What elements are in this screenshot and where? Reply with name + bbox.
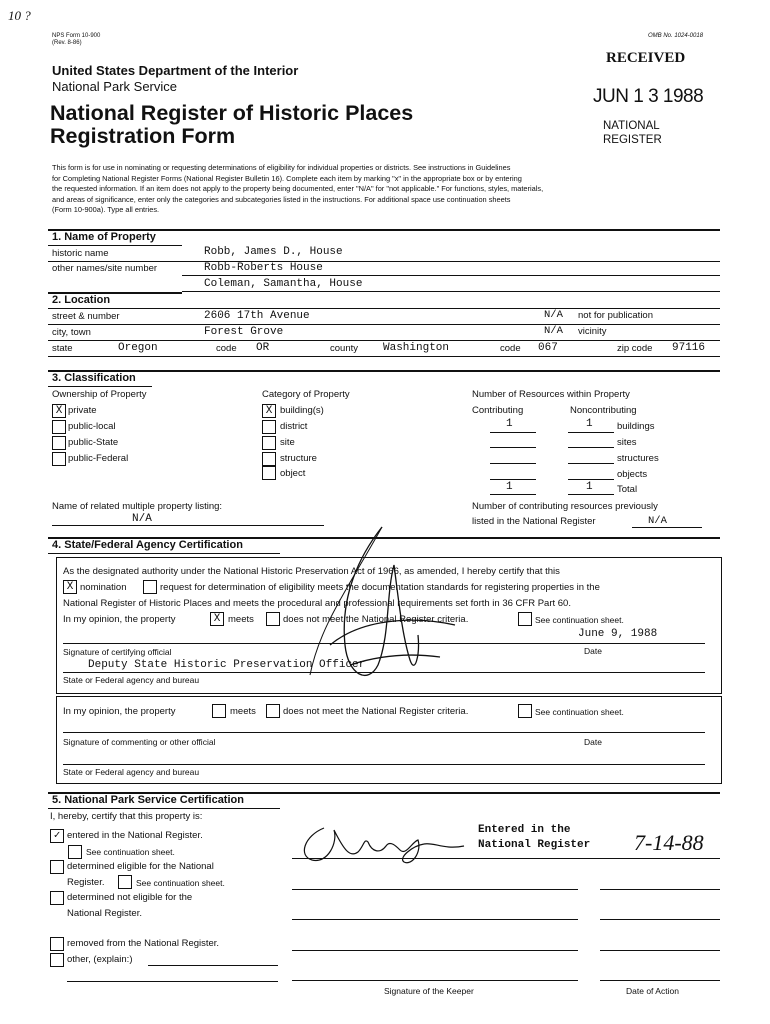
noncontributing-label: Noncontributing [570, 405, 637, 416]
category-structure-label: structure [280, 453, 317, 464]
sites-label: sites [617, 437, 637, 448]
ownership-private-checkbox[interactable]: X [52, 404, 66, 418]
meets2-checkbox[interactable] [212, 704, 226, 718]
meets-checkbox[interactable]: X [210, 612, 224, 626]
received-date-stamp: JUN 1 3 1988 [593, 86, 704, 107]
underline [490, 463, 536, 464]
continuation-checkbox[interactable] [518, 612, 532, 626]
underline [568, 479, 614, 480]
street-value[interactable]: 2606 17th Avenue [204, 310, 310, 322]
opinion2-label: In my opinion, the property [63, 706, 176, 717]
divider [48, 553, 280, 554]
divider [48, 324, 720, 325]
historic-name-label: historic name [52, 248, 109, 259]
multiple-listing-value[interactable]: N/A [132, 513, 152, 525]
determined-not-eligible-label-2: National Register. [67, 908, 142, 919]
section-5-heading: 5. National Park Service Certification [52, 794, 244, 806]
nomination-label: nomination [80, 582, 127, 593]
objects-label: objects [617, 469, 648, 480]
category-title: Category of Property [262, 389, 350, 400]
zip-label: zip code [617, 343, 653, 354]
county-value[interactable]: Washington [383, 342, 450, 354]
agency2-label: State or Federal agency and bureau [63, 767, 200, 777]
vicinity-label: vicinity [578, 326, 607, 337]
category-site-label: site [280, 437, 295, 448]
nomination-checkbox[interactable]: X [63, 580, 77, 594]
underline [490, 447, 536, 448]
county-label: county [330, 343, 358, 354]
department-name: United States Department of the Interior [52, 63, 299, 78]
opinion-label: In my opinion, the property [63, 614, 176, 625]
agency-label: State or Federal agency and bureau [63, 675, 200, 685]
category-district-checkbox[interactable] [262, 420, 276, 434]
buildings-label: buildings [617, 421, 655, 432]
form-revision: (Rev. 8-86) [52, 40, 82, 46]
underline [568, 447, 614, 448]
ownership-public-federal-checkbox[interactable] [52, 452, 66, 466]
agency-value[interactable]: Deputy State Historic Preservation Officer [88, 659, 366, 671]
does-not-meet-label: does not meet the National Register criteria. [283, 614, 469, 625]
street-label: street & number [52, 311, 120, 322]
eligible-continuation-checkbox[interactable] [118, 875, 132, 889]
does-not-meet2-label: does not meet the National Register criteria. [283, 706, 469, 717]
total-contributing[interactable]: 1 [506, 481, 513, 493]
state-label: state [52, 343, 73, 354]
other-names-value[interactable]: Robb-Roberts House [204, 262, 323, 274]
ownership-public-federal-label: public-Federal [68, 453, 129, 464]
underline [568, 463, 614, 464]
underline [67, 981, 278, 982]
nps-form-number: NPS Form 10-900 [52, 33, 101, 39]
keeper-signature-label: Signature of the Keeper [384, 986, 474, 996]
zip-value[interactable]: 97116 [672, 342, 706, 354]
signature-line [292, 889, 578, 890]
cert-paragraph-line3: National Register of Historic Places and meets the procedural and professional requirements set forth in 36 CFR Part 60. [63, 598, 571, 609]
other-names-label: other names/site number [52, 263, 158, 274]
nps-intro: I, hereby, certify that this property is: [50, 811, 203, 822]
underline [568, 432, 614, 433]
meets2-label: meets [230, 706, 256, 717]
state-value[interactable]: Oregon [118, 342, 158, 354]
divider [48, 308, 720, 309]
signature-line [600, 889, 720, 890]
certification-date-label: Date [584, 646, 602, 656]
not-for-publication-label: not for publication [578, 310, 653, 321]
commenting-date-label: Date [584, 737, 602, 747]
underline [148, 965, 278, 966]
entered-label: entered in the National Register. [67, 830, 203, 841]
does-not-meet2-checkbox[interactable] [266, 704, 280, 718]
divider [48, 261, 720, 262]
county-code-value[interactable]: 067 [538, 342, 558, 354]
category-buildings-label: building(s) [280, 405, 324, 416]
divider [48, 340, 720, 341]
cert-paragraph-line1: As the designated authority under the National Historic Preservation Act of 1966, as amended, I hereby certify that this [63, 566, 560, 577]
contributing-label: Contributing [472, 405, 524, 416]
meets-label: meets [228, 614, 254, 625]
instructions-line: (Form 10-900a). Type all entries. [52, 205, 160, 214]
determined-eligible-checkbox[interactable] [50, 860, 64, 874]
eligible-continuation-label: See continuation sheet. [136, 878, 225, 888]
city-label: city, town [52, 327, 91, 338]
request-determination-checkbox[interactable] [143, 580, 157, 594]
signature-line [292, 980, 578, 981]
city-value[interactable]: Forest Grove [204, 326, 284, 338]
structures-label: structures [617, 453, 659, 464]
entered-checkbox[interactable]: ✓ [50, 829, 64, 843]
determined-eligible-label-2: Register. [67, 877, 105, 888]
ownership-private-label: private [68, 405, 97, 416]
certification-date-value[interactable]: June 9, 1988 [578, 628, 658, 640]
ownership-public-state-checkbox[interactable] [52, 436, 66, 450]
ownership-title: Ownership of Property [52, 389, 147, 400]
multiple-listing-label: Name of related multiple property listing: [52, 501, 223, 512]
instructions-line: for Completing National Register Forms (National Register Bulletin 16). Complete each item by marking "x" in the appropriate box or by entering [52, 173, 522, 183]
vicinity-mark[interactable]: N/A [544, 325, 563, 337]
continuation2-checkbox[interactable] [518, 704, 532, 718]
other-label: other, (explain:) [67, 954, 133, 965]
entered-continuation-checkbox[interactable] [68, 845, 82, 859]
determined-not-eligible-label: determined not eligible for the [67, 892, 193, 903]
section-3-heading: 3. Classification [52, 372, 136, 384]
signature-line [600, 980, 720, 981]
form-title-line2: Registration Form [50, 124, 236, 148]
divider [48, 808, 280, 809]
service-name: National Park Service [52, 79, 177, 94]
action-date-handwritten: 7-14-88 [634, 830, 704, 855]
divider [48, 245, 182, 246]
divider [48, 370, 720, 372]
cert-paragraph-line2: request for determination of eligibility meets the documentation standards for registering properties in the [160, 582, 600, 593]
underline [490, 494, 536, 495]
signature-line [292, 950, 578, 951]
commenting-signature-label: Signature of commenting or other official [63, 737, 216, 747]
date-of-action-label: Date of Action [626, 986, 679, 996]
does-not-meet-checkbox[interactable] [266, 612, 280, 626]
state-code-value[interactable]: OR [256, 342, 270, 354]
determined-eligible-label: determined eligible for the National [67, 861, 214, 872]
other-checkbox[interactable] [50, 953, 64, 967]
category-structure-checkbox[interactable] [262, 452, 276, 466]
corner-handwritten-mark: 10 ? [8, 8, 31, 23]
keeper-signature [294, 822, 474, 868]
section-1-heading: 1. Name of Property [52, 231, 156, 243]
signature-line [292, 858, 720, 859]
received-stamp: RECEIVED [606, 50, 686, 66]
underline [490, 432, 536, 433]
continuation-label: See continuation sheet. [535, 615, 624, 625]
form-title-line1: National Register of Historic Places [50, 101, 414, 125]
signature-line [600, 919, 720, 920]
previously-listed-line2: listed in the National Register [472, 516, 596, 527]
instructions-line: the requested information. If an item does not apply to the property being documented, enter "N/A" for "not applicable." For functions, styles, materials, [52, 184, 544, 193]
signature-line [63, 732, 705, 733]
state-code-label: code [216, 343, 237, 354]
divider [63, 764, 705, 765]
determined-not-eligible-checkbox[interactable] [50, 891, 64, 905]
buildings-noncontributing[interactable]: 1 [586, 418, 593, 430]
divider [48, 386, 152, 387]
signature-line [292, 919, 578, 920]
ownership-public-local-checkbox[interactable] [52, 420, 66, 434]
underline [52, 525, 324, 526]
removed-checkbox[interactable] [50, 937, 64, 951]
entered-continuation-label: See continuation sheet. [86, 847, 175, 857]
previously-listed-value[interactable]: N/A [648, 515, 667, 527]
previously-listed-line1: Number of contributing resources previously [472, 501, 658, 512]
entered-stamp-line2: National Register [478, 839, 591, 851]
category-object-checkbox[interactable] [262, 466, 276, 480]
underline [568, 494, 614, 495]
omb-number: OMB No. 1024-0018 [648, 33, 704, 39]
not-for-publication-mark[interactable]: N/A [544, 309, 563, 321]
instructions-line: and areas of significance, enter only the categories and subcategories listed in the instructions. For additional space use continuation sheets [52, 194, 511, 204]
category-district-label: district [280, 421, 308, 432]
total-label: Total [617, 484, 638, 495]
other-names-value-2[interactable]: Coleman, Samantha, House [204, 278, 363, 290]
county-code-label: code [500, 343, 521, 354]
ownership-public-local-label: public-local [68, 421, 116, 432]
underline [490, 479, 536, 480]
section-4-heading: 4. State/Federal Agency Certification [52, 539, 243, 551]
divider [48, 356, 720, 357]
divider [182, 291, 720, 292]
certifying-signature-label: Signature of certifying official [63, 647, 172, 657]
signature-line [600, 950, 720, 951]
instructions-line: This form is for use in nominating or requesting determinations of eligibility for individual properties or districts. See instructions in Guidelines [52, 163, 511, 172]
underline [632, 527, 702, 528]
stamp-national: NATIONAL [603, 120, 660, 132]
ownership-public-state-label: public-State [68, 437, 119, 448]
continuation2-label: See continuation sheet. [535, 707, 624, 717]
removed-label: removed from the National Register. [67, 938, 220, 949]
certifying-signature [290, 525, 465, 690]
entered-stamp-line1: Entered in the [478, 824, 571, 836]
instructions-paragraph [52, 163, 543, 216]
stamp-register: REGISTER [603, 134, 662, 146]
divider [182, 275, 720, 276]
total-noncontributing[interactable]: 1 [586, 481, 593, 493]
buildings-contributing[interactable]: 1 [506, 418, 513, 430]
resources-title: Number of Resources within Property [472, 389, 630, 400]
category-buildings-checkbox[interactable]: X [262, 404, 276, 418]
category-site-checkbox[interactable] [262, 436, 276, 450]
historic-name-value[interactable]: Robb, James D., House [204, 246, 343, 258]
section-2-heading: 2. Location [52, 294, 111, 306]
category-object-label: object [280, 468, 306, 479]
